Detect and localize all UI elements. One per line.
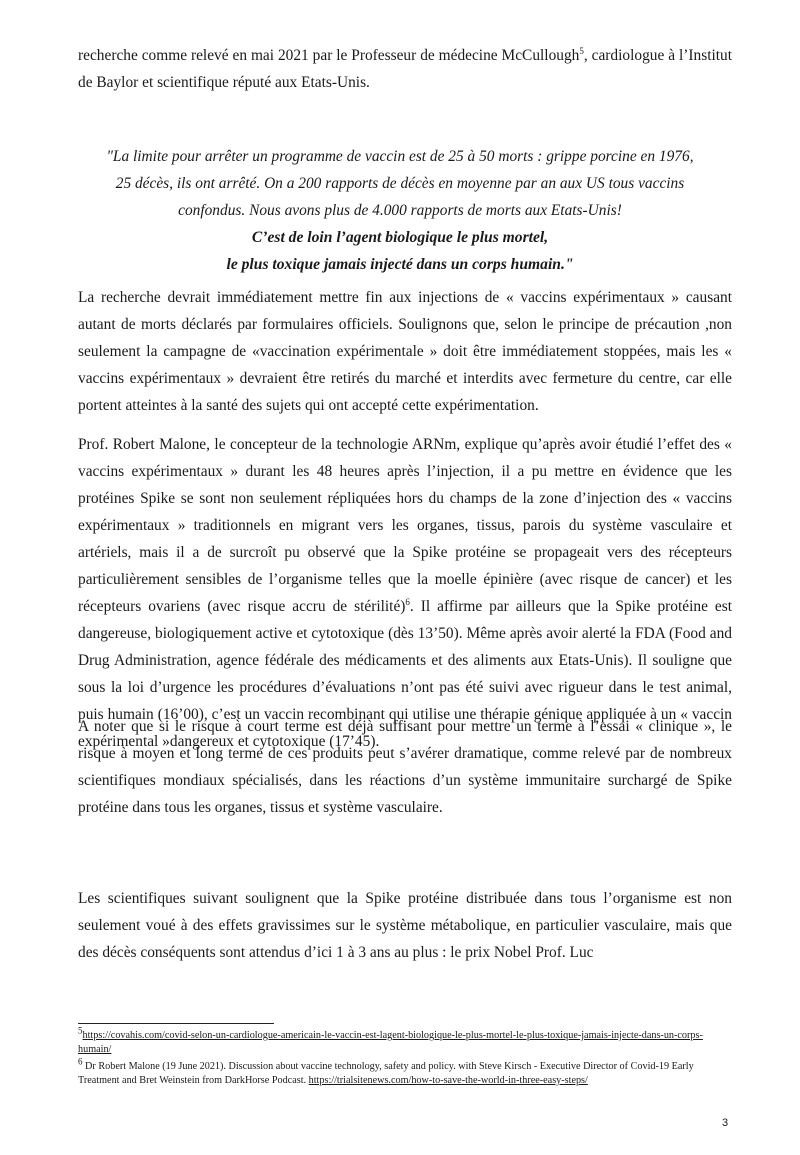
quote-bold-line-2: le plus toxique jamais injecté dans un corps humain.": [226, 256, 574, 273]
footnote-6-text: Dr Robert Malone (19 June 2021). Discussion about vaccine technology, safety and policy. with Steve Kirsch - Executive Director of Covid-19 Early Treatment and Bret Weinstein from DarkHorse Podcast.: [78, 1061, 694, 1086]
footnote-5: [78, 1025, 732, 1057]
paragraph-3-text: A noter que si le risque à court terme est déjà suffisant pour mettre un terme à l’essai « clinique », le risque à moyen et long terme de ces produits peut s’avérer dramatique, comme relevé par de nombreux scientifiques mondiaux spécialisés, dans les réactions d’un système immunitaire surchargé de Spike protéine dans tous les organes, tissus et système vasculaire.: [78, 718, 732, 816]
paragraph-4-text: Les scientifiques suivant soulignent que la Spike protéine distribuée dans tous l’organisme est non seulement voué à des effets gravissimes sur le système métabolique, en particulier vasculaire, mais que des décès conséquents sont attendus d’ici 1 à 3 ans au plus : le prix Nobel Prof. Luc: [78, 890, 732, 961]
footnote-ref-5[interactable]: 5: [579, 45, 584, 56]
page-number: 3: [722, 1117, 729, 1129]
paragraph-3: [78, 713, 732, 821]
intro-text-end: , cardiologue à l’Institut de Baylor et scientifique réputé aux Etats-Unis.: [78, 47, 732, 91]
footnote-6: [78, 1056, 732, 1088]
paragraph-4: [78, 885, 732, 966]
footnote-6-number: 6: [78, 1056, 83, 1067]
footnote-divider: [78, 1023, 274, 1024]
intro-text: recherche comme relevé en mai 2021 par le Professeur de médecine McCullough: [78, 47, 580, 64]
footnote-5-link[interactable]: https://covahis.com/covid-selon-un-cardiologue-americain-le-vaccin-est-lagent-biologique-le-plus-mortel-le-plus-toxique-jamais-injecte-dans-un-corps-humain/: [78, 1030, 703, 1055]
paragraph-1-text: La recherche devrait immédiatement mettre fin aux injections de « vaccins expérimentaux » causant autant de morts déclarés par formulaires officiels. Soulignons que, selon le principe de précaution ,non seulement la campagne de «vaccination expérimentale » doit être immédiatement stoppées, mais les « vaccins expérimentaux » devraient être retirés du marché et interdits avec fermeture du centre, car elle portent atteintes à la santé des sujets qui ont accepté cette expérimentation.: [78, 289, 732, 414]
paragraph-1: [78, 284, 732, 419]
intro-paragraph: [78, 42, 732, 96]
quote-bold-line-1: C’est de loin l’agent biologique le plus mortel,: [251, 229, 549, 246]
quote-italic: "La limite pour arrêter un programme de vaccin est de 25 à 50 morts : grippe porcine en 1976, 25 décès, ils ont arrêté. On a 200 rapports de décès en moyenne par an aux US tous vaccins confondus. Nous avons plus de 4.000 rapports de morts aux Etats-Unis!: [106, 148, 694, 219]
footnote-ref-6[interactable]: 6: [405, 596, 410, 607]
paragraph-2: [78, 431, 732, 755]
paragraph-2-text: Prof. Robert Malone, le concepteur de la technologie ARNm, explique qu’après avoir étudié l’effet des « vaccins expérimentaux » durant les 48 heures après l’injection, il a pu mettre en évidence que les protéines Spike se sont non seulement répliquées hors du champs de la zone d’injection des « vaccins expérimentaux » traditionnels en migrant vers les organes, tissus, parois du système vasculaire et artériels, mais il a de surcroît pu observé que la Spike protéine se propageait vers des récepteurs particulièrement sensibles de l’organisme telles que la moelle épinière (avec risque de cancer) et les récepteurs ovariens (avec risque accru de stérilité): [78, 436, 732, 615]
footnote-6-link[interactable]: https://trialsitenews.com/how-to-save-the-world-in-three-easy-steps/: [308, 1075, 588, 1086]
footnote-5-number: 5: [78, 1025, 83, 1036]
paragraph-2-text-end: . Il affirme par ailleurs que la Spike protéine est dangereuse, biologiquement active et cytotoxique (dès 13’50). Même après avoir alerté la FDA (Food and Drug Administration, agence fédérale des médicaments et des aliments aux Etats-Unis). Il souligne que sous la loi d’urgence les procédures d’évaluations n’ont pas été suivi avec rigueur dans le test animal, puis humain (16’00), c’est un vaccin recombinant qui utilise une thérapie génique appliquée à un « vaccin expérimental »dangereux et cytotoxique (17’45).: [78, 598, 732, 750]
